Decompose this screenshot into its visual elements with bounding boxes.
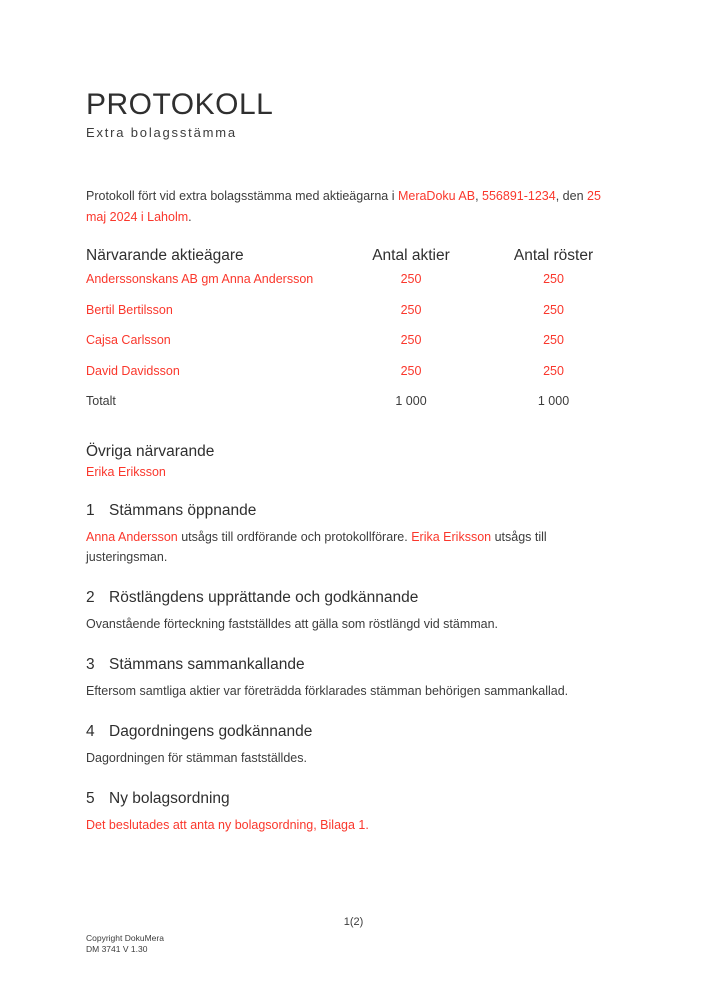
page-subtitle: Extra bolagsstämma — [86, 125, 237, 140]
col-header-attendees: Närvarande aktieägare — [86, 247, 244, 264]
page-number: 1(2) — [343, 916, 364, 928]
field-value: Erika Eriksson — [411, 529, 492, 544]
attendee-shares: 250 — [400, 272, 422, 286]
agenda-section — [86, 502, 621, 567]
footer-copyright-line: Copyright DokuMera — [86, 933, 164, 943]
attendee-name: Cajsa Carlsson — [86, 333, 171, 347]
text-segment: . — [188, 209, 192, 224]
attendee-name: David Davidsson — [86, 363, 180, 378]
section-number: 1 — [86, 501, 95, 519]
section-heading — [86, 502, 621, 520]
field-value: Det beslutades att anta ny bolagsordning, Bilaga 1. — [86, 817, 369, 832]
text-segment: Protokoll fört vid extra bolagsstämma med aktieägarna i — [86, 189, 398, 203]
section-body — [86, 748, 621, 768]
text-segment: Eftersom samtliga aktier var företrädda förklarades stämman behörigen sammankallad. — [86, 683, 569, 698]
text-segment: Dagordningen för stämman fastställdes. — [86, 750, 307, 765]
others-present-list — [86, 465, 621, 480]
section-number: 5 — [86, 789, 95, 807]
section-number: 2 — [86, 588, 95, 606]
col-header-votes: Antal röster — [513, 247, 594, 264]
section-title: Stämmans öppnande — [109, 501, 257, 519]
section-body — [86, 527, 621, 567]
others-present-heading: Övriga närvarande — [86, 442, 215, 460]
section-heading — [86, 656, 621, 674]
table-row — [86, 270, 621, 301]
section-number: 4 — [86, 722, 95, 740]
attendee-votes: 250 — [543, 333, 564, 347]
other-attendee-name: Erika Eriksson — [86, 464, 166, 479]
section-body — [86, 681, 621, 701]
section-body — [86, 614, 621, 634]
agenda-section — [86, 790, 621, 835]
page-title: PROTOKOLL — [86, 88, 274, 121]
attendee-votes: 250 — [543, 302, 564, 317]
section-body — [86, 815, 621, 835]
section-title: Dagordningens godkännande — [109, 722, 313, 740]
field-value: 25 maj 2024 i Laholm — [86, 189, 601, 224]
section-title: Röstlängdens upprättande och godkännande — [109, 588, 419, 606]
attendees-table-body — [86, 270, 621, 423]
table-row — [86, 362, 621, 393]
attendee-votes: 250 — [543, 363, 564, 378]
section-heading — [86, 589, 621, 607]
attendee-name: Anderssonskans AB gm Anna Andersson — [86, 272, 314, 286]
attendee-votes: 250 — [543, 272, 564, 286]
attendee-shares: 250 — [400, 363, 422, 378]
field-value: MeraDoku AB — [397, 189, 476, 203]
attendee-votes: 1 000 — [537, 394, 570, 408]
table-row — [86, 392, 621, 423]
text-segment: utsågs till ordförande och protokollförare. — [177, 529, 412, 544]
text-segment: Ovanstående förteckning fastställdes att gälla som röstlängd vid stämman. — [86, 616, 499, 631]
agenda-section — [86, 589, 621, 634]
table-row — [86, 331, 621, 362]
attendee-shares: 1 000 — [395, 394, 427, 408]
attendees-table — [86, 247, 621, 423]
attendee-name: Bertil Bertilsson — [86, 302, 173, 317]
footer-copyright — [86, 933, 164, 955]
field-value: Anna Andersson — [86, 529, 178, 544]
intro-paragraph — [86, 186, 621, 227]
section-number: 3 — [86, 655, 95, 673]
table-row — [86, 301, 621, 332]
agenda-sections — [86, 502, 621, 835]
section-heading — [86, 790, 621, 808]
section-title: Ny bolagsordning — [109, 789, 230, 807]
agenda-section — [86, 656, 621, 701]
section-title: Stämmans sammankallande — [109, 655, 305, 673]
attendee-shares: 250 — [400, 302, 422, 317]
attendee-name: Totalt — [86, 394, 116, 408]
section-heading — [86, 723, 621, 741]
attendees-table-header — [86, 247, 621, 270]
text-segment: , den — [555, 189, 587, 203]
attendee-shares: 250 — [400, 333, 422, 347]
footer-doc-id: DM 3741 V 1.30 — [86, 944, 148, 954]
text-segment: , — [475, 189, 483, 203]
agenda-section — [86, 723, 621, 768]
col-header-shares: Antal aktier — [372, 247, 450, 264]
field-value: 556891-1234 — [482, 189, 556, 203]
text-segment: utsågs till justeringsman. — [86, 529, 547, 564]
